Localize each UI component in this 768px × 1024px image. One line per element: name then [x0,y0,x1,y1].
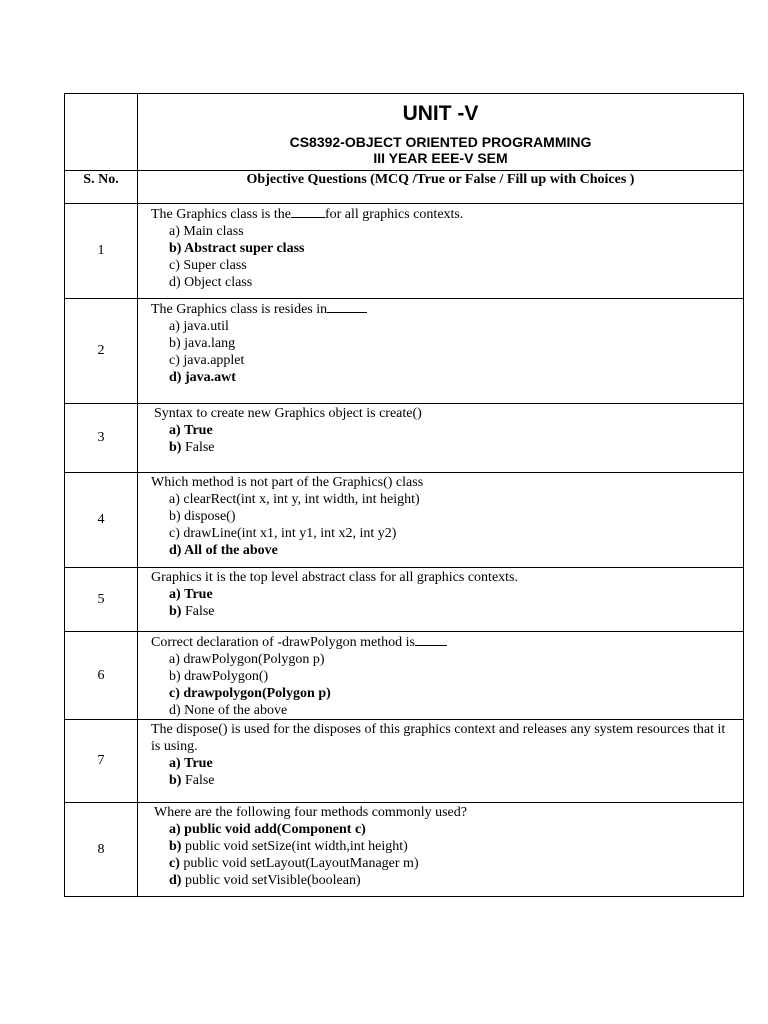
option-correct: a) public void add(Component c) [169,822,366,837]
question-number: 1 [65,204,138,299]
question-cell [138,299,744,404]
year-title: III YEAR EEE-V SEM [373,150,508,166]
option: c) drawLine(int x1, int y1, int x2, int y2) [169,526,397,541]
option: a) clearRect(int x, int y, int width, int height) [169,492,420,507]
question-row [65,204,744,299]
option-correct: a) True [169,587,213,602]
question-row [65,720,744,803]
questions-header: Objective Questions (MCQ /True or False / Fill up with Choices ) [138,171,744,204]
question-number: 5 [65,568,138,632]
option-correct: a) True [169,756,213,771]
question-text: Correct declaration of -drawPolygon method is [151,633,737,651]
question-sheet [64,93,744,897]
option: b) dispose() [169,509,236,524]
option: b) False [169,440,215,455]
option: b) java.lang [169,336,236,351]
question-row [65,299,744,404]
option: d) Object class [169,275,253,290]
question-text: The Graphics class is the for all graphics contexts. [151,207,464,222]
question-row [65,568,744,632]
question-number: 2 [65,299,138,404]
question-row [65,632,744,720]
question-number: 7 [65,720,138,803]
question-table [64,93,744,897]
option: a) Main class [169,224,244,239]
answer-blank [327,300,367,313]
option: d) public void setVisible(boolean) [169,873,361,888]
question-cell [138,473,744,568]
title-blank-cell [65,94,138,171]
option-correct: c) drawpolygon(Polygon p) [169,686,331,701]
column-header-row [65,171,744,204]
answer-blank [291,205,325,218]
question-row [65,404,744,473]
question-cell [138,803,744,897]
question-cell [138,204,744,299]
title-row [65,94,744,171]
option-correct: b) Abstract super class [169,241,305,256]
option: b) drawPolygon() [169,669,269,684]
option: c) Super class [169,258,247,273]
sno-header: S. No. [65,171,138,204]
option: c) public void setLayout(LayoutManager m) [169,856,419,871]
question-number: 4 [65,473,138,568]
option: a) drawPolygon(Polygon p) [169,652,325,667]
question-text: The dispose() is used for the disposes of this graphics context and releases any system resources that it is using. [151,722,726,754]
option: a) java.util [169,319,229,334]
question-number: 8 [65,803,138,897]
option: b) False [169,773,215,788]
option: c) java.applet [169,353,245,368]
answer-blank [415,633,447,646]
option-correct: d) java.awt [169,370,236,385]
option-correct: a) True [169,423,213,438]
question-text: Graphics it is the top level abstract class for all graphics contexts. [151,570,519,585]
question-number: 3 [65,404,138,473]
question-text: The Graphics class is resides in [151,300,737,318]
question-cell [138,720,744,803]
option: b) False [169,604,215,619]
question-text: Which method is not part of the Graphics() class [151,475,424,490]
question-cell [138,404,744,473]
question-row [65,473,744,568]
question-text: Syntax to create new Graphics object is create() [154,406,422,421]
unit-title: UNIT -V [402,102,479,125]
question-cell [138,632,744,720]
question-cell [138,568,744,632]
title-cell [138,94,744,171]
option: b) public void setSize(int width,int height) [169,839,408,854]
question-text: Where are the following four methods commonly used? [154,805,467,820]
option: d) None of the above [169,703,288,718]
question-row [65,803,744,897]
course-title: CS8392-OBJECT ORIENTED PROGRAMMING [289,134,592,150]
question-number: 6 [65,632,138,720]
option-correct: d) All of the above [169,543,278,558]
